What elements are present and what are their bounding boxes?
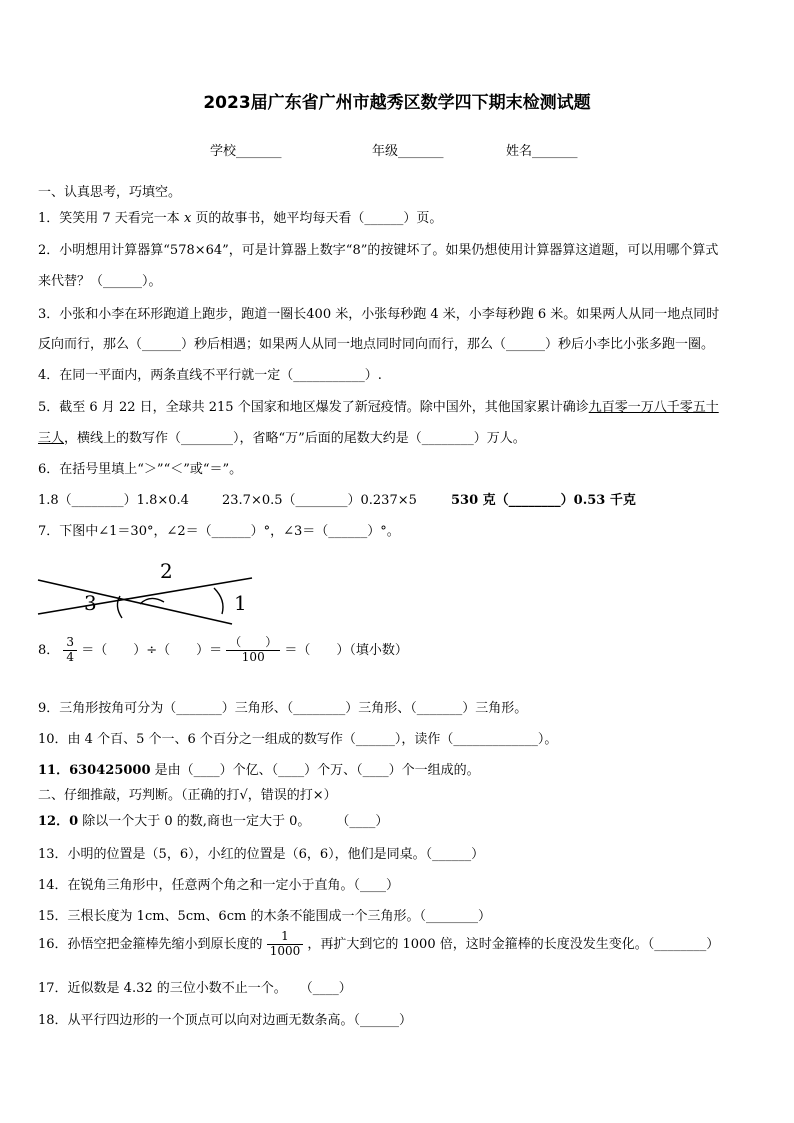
q8-label: 8． bbox=[38, 642, 60, 658]
question-15: 15．三根长度为 1cm、5cm、6cm 的木条不能围成一个三角形。（________） bbox=[38, 909, 491, 924]
q5-text-2: ，横线上的数写作（________），省略“万”后面的尾数大约是（________）万人。 bbox=[64, 431, 526, 446]
q16-fraction bbox=[267, 930, 304, 959]
question-5-line-2 bbox=[38, 427, 526, 446]
q8-frac2-den: 100 bbox=[241, 649, 265, 664]
question-4: 4．在同一平面内，两条直线不平行就一定（___________）. bbox=[38, 368, 382, 383]
q16-text-post: ，再扩大到它的 1000 倍，这时金箍棒的长度没发生变化。（________） bbox=[307, 936, 720, 952]
q16-frac-num: 1 bbox=[267, 930, 304, 945]
q8-frac-num: 3 bbox=[63, 636, 77, 651]
angle-label-1: 1 bbox=[234, 591, 247, 615]
angle-label-2: 2 bbox=[160, 559, 173, 583]
grade-field: 年级_______ bbox=[372, 144, 444, 159]
school-field: 学校_______ bbox=[210, 144, 282, 159]
question-3-line-1: 3．小张和小李在环形跑道上跑步，跑道一圈长400 米，小张每秒跑 4 米，小李每秒跑 6 米。如果两人从同一地点同时 bbox=[38, 307, 720, 322]
question-17: 17．近似数是 4.32 的三位小数不止一个。 （____） bbox=[38, 981, 352, 996]
section-2-heading: 二、仔细推敲，巧判断。（正确的打√，错误的打×） bbox=[38, 788, 337, 803]
q16-text-pre: 16．孙悟空把金箍棒先缩小到原长度的 bbox=[38, 936, 263, 952]
q16-frac-den: 1000 bbox=[269, 943, 301, 958]
page-title: 2023届广东省广州市越秀区数学四下期末检测试题 bbox=[203, 93, 591, 113]
q11-number: 11．630425000 bbox=[38, 763, 151, 778]
q6-item-c: 530 克（________）0.53 千克 bbox=[451, 493, 636, 508]
q5-underlined-end: 三人 bbox=[38, 431, 65, 446]
q8-middle: ＝（ ）÷（ ）＝ bbox=[81, 642, 223, 658]
q8-frac2-num: （ ） bbox=[226, 636, 280, 651]
question-14: 14．在锐角三角形中，任意两个角之和一定小于直角。（____） bbox=[38, 878, 400, 893]
question-1: 1．笑笑用 7 天看完一本 𝑥 页的故事书，她平均每天看（______）页。 bbox=[38, 211, 443, 226]
angle-figure bbox=[36, 556, 258, 626]
q12-text: 除以一个大于 0 的数,商也一定大于 0。 （____） bbox=[78, 814, 389, 829]
q8-frac-den: 4 bbox=[66, 649, 75, 664]
question-2-line-1: 2．小明想用计算器算“578×64”，可是计算器上数字“8”的按键坏了。如果仍想使用计算器算这道题，可以用哪个算式 bbox=[38, 243, 719, 258]
question-9: 9．三角形按角可分为（_______）三角形、（________）三角形、（_______）三角形。 bbox=[38, 701, 528, 716]
q6-item-a: 1.8（________）1.8×0.4 bbox=[38, 493, 189, 508]
name-field: 姓名_______ bbox=[506, 144, 578, 159]
q5-underlined-number: 九百零一万八千零五十 bbox=[588, 400, 719, 415]
question-2-line-2: 来代替？（______）。 bbox=[38, 274, 162, 289]
q8-end: ＝（ ）（填小数） bbox=[284, 642, 408, 658]
q8-fraction-over-100 bbox=[226, 636, 280, 665]
question-13: 13．小明的位置是（5，6），小红的位置是（6，6），他们是同桌。（______） bbox=[38, 847, 485, 862]
question-3-line-2: 反向而行，那么（______）秒后相遇；如果两人从同一地点同时同向而行，那么（______）秒后小李比小张多跑一圈。 bbox=[38, 337, 715, 352]
question-16 bbox=[38, 930, 719, 959]
question-10: 10．由 4 个百、5 个一、6 个百分之一组成的数写作（______），读作（_____________）。 bbox=[38, 732, 558, 747]
question-5-line-1 bbox=[38, 396, 719, 415]
question-7: 7．下图中∠1＝30°，∠2＝（______）°，∠3＝（______）°。 bbox=[38, 524, 400, 539]
section-1-heading: 一、认真思考，巧填空。 bbox=[38, 185, 182, 200]
question-12 bbox=[38, 810, 388, 829]
q12-number: 12．0 bbox=[38, 814, 79, 829]
q5-text: 5．截至 6 月 22 日，全球共 215 个国家和地区爆发了新冠疫情。除中国外，其他国家累计确诊 bbox=[38, 400, 589, 415]
q8-fraction-3-4 bbox=[63, 636, 77, 665]
angle-label-3: 3 bbox=[84, 591, 97, 615]
q6-item-b: 23.7×0.5（________）0.237×5 bbox=[222, 493, 417, 508]
q11-text: 是由（____）个亿、（____）个万、（____）个一组成的。 bbox=[150, 763, 480, 778]
question-8 bbox=[38, 636, 408, 665]
question-18: 18．从平行四边形的一个顶点可以向对边画无数条高。（______） bbox=[38, 1013, 413, 1028]
question-11 bbox=[38, 759, 480, 778]
question-6: 6．在括号里填上“＞”“＜”或“＝”。 bbox=[38, 462, 243, 477]
